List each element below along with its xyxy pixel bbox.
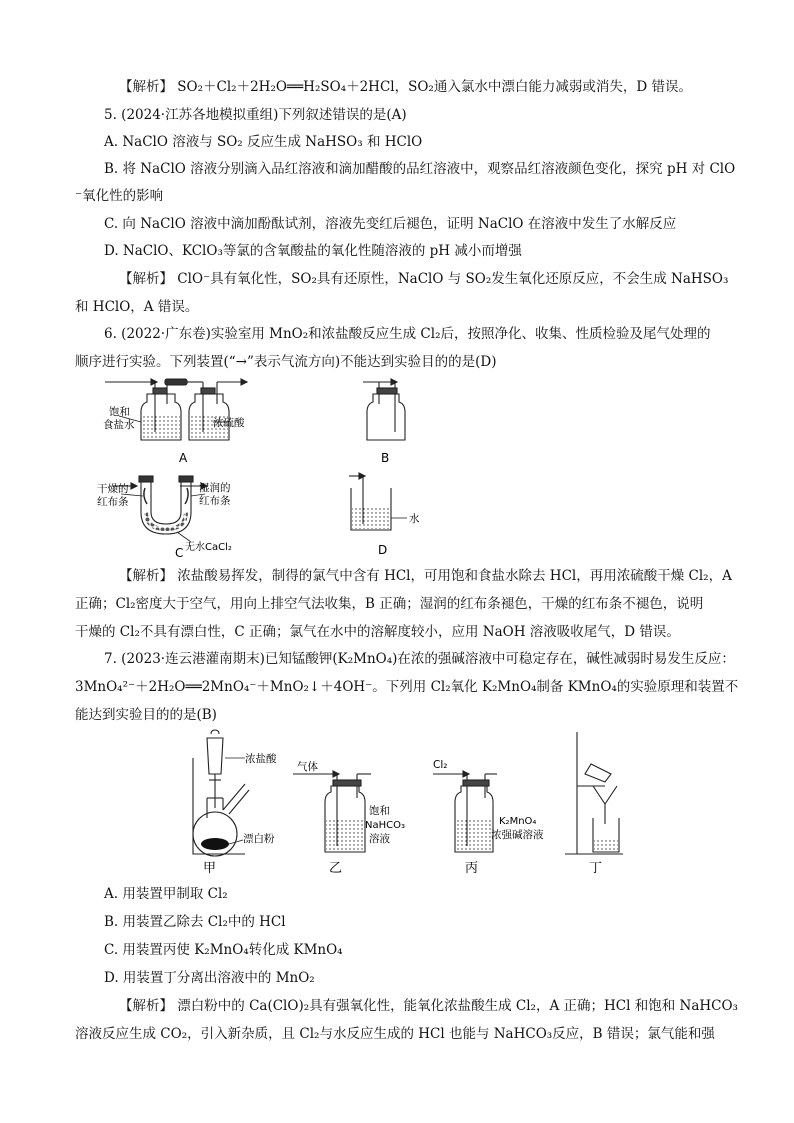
label-yi-r1: 饱和 bbox=[369, 805, 390, 817]
label-yi-r2: NaHCO₃ bbox=[365, 820, 405, 831]
label-bing-r2: 浓强碱溶液 bbox=[491, 829, 544, 841]
figure-q6-apparatus bbox=[95, 372, 475, 560]
text-line: D. 用装置丁分离出溶液中的 MnO₂ bbox=[104, 970, 315, 986]
text-line: 干燥的 Cl₂不具有漂白性，C 正确；氯气在水中的溶解度较小，应用 NaOH 溶液吸收尾气，D 错误。 bbox=[75, 624, 680, 640]
text-line: 【解析】 SO₂＋Cl₂＋2H₂O══H₂SO₄＋2HCl，SO₂通入氯水中漂白能力减弱或消失，D 错误。 bbox=[119, 79, 692, 95]
label-c-bottom: 无水CaCl₂ bbox=[185, 542, 232, 553]
text-line: 顺序进行实验。下列装置(“→”表示气流方向)不能达到实验目的的是(D) bbox=[75, 354, 497, 370]
text-line: 5. (2024·江苏各地模拟重组)下列叙述错误的是(A) bbox=[104, 107, 407, 123]
label-c-left: 干燥的 bbox=[97, 483, 129, 495]
text-line: D. NaClO、KClO₃等氯的含氧酸盐的氧化性随溶液的 pH 减小而增强 bbox=[104, 243, 522, 259]
caption-a: A bbox=[179, 451, 188, 465]
text-line: C. 向 NaClO 溶液中滴加酚酞试剂，溶液先变红后褪色，证明 NaClO 在溶液中发生了水解反应 bbox=[104, 216, 677, 232]
caption-jia: 甲 bbox=[203, 861, 217, 876]
text-line: 【解析】 ClO⁻具有氧化性，SO₂具有还原性，NaClO 与 SO₂发生氧化还原反应，不会生成 NaHSO₃ bbox=[119, 271, 729, 287]
label-yi-gas: 气体 bbox=[297, 761, 318, 773]
caption-c: C bbox=[175, 546, 184, 560]
label-jia-top: 浓盐酸 bbox=[245, 753, 277, 765]
caption-bing: 丙 bbox=[465, 861, 479, 876]
label-bing-r1: K₂MnO₄ bbox=[499, 816, 537, 827]
text-line: 6. (2022·广东卷)实验室用 MnO₂和浓盐酸反应生成 Cl₂后，按照净化、收集、性质检验及尾气处理的 bbox=[104, 326, 711, 342]
caption-d: D bbox=[378, 543, 388, 557]
label-c-left2: 红布条 bbox=[97, 496, 129, 508]
text-line: C. 用装置丙使 K₂MnO₄转化成 KMnO₄ bbox=[104, 942, 343, 958]
label-jia-bottom: 漂白粉 bbox=[243, 833, 275, 845]
caption-ding: 丁 bbox=[589, 861, 603, 876]
label-d-right: 水 bbox=[409, 513, 420, 525]
text-line: 3MnO₄²⁻＋2H₂O══2MnO₄⁻＋MnO₂↓＋4OH⁻。下列用 Cl₂氧化 K₂MnO₄制备 KMnO₄的实验原理和装置不 bbox=[75, 679, 739, 695]
text-line: A. NaClO 溶液与 SO₂ 反应生成 NaHSO₃ 和 HClO bbox=[104, 134, 423, 150]
text-line: B. 将 NaClO 溶液分别滴入品红溶液和滴加醋酸的品红溶液中，观察品红溶液颜色变化，探究 pH 对 ClO bbox=[104, 161, 736, 177]
figure-q7-apparatus bbox=[185, 728, 625, 878]
text-line: 溶液反应生成 CO₂，引入新杂质，且 Cl₂与水反应生成的 HCl 也能与 NaHCO₃反应，B 错误；氯气能和强 bbox=[75, 1026, 715, 1042]
caption-b: B bbox=[381, 451, 390, 465]
text-line: 正确；Cl₂密度大于空气，用向上排空气法收集，B 正确；湿润的红布条褪色，干燥的红布条不褪色，说明 bbox=[75, 596, 704, 612]
text-line: A. 用装置甲制取 Cl₂ bbox=[104, 886, 228, 902]
text-line: 能达到实验目的的是(B) bbox=[75, 707, 217, 723]
text-line: B. 用装置乙除去 Cl₂中的 HCl bbox=[104, 914, 286, 930]
text-line: 7. (2023·连云港灌南期末)已知锰酸钾(K₂MnO₄)在浓的强碱溶液中可稳定存在，碱性减弱时易发生反应： bbox=[104, 651, 735, 667]
label-bing-gas: Cl₂ bbox=[433, 759, 448, 771]
label-c-right2: 红布条 bbox=[199, 495, 231, 507]
label-c-right: 湿润的 bbox=[199, 482, 231, 494]
text-line: 【解析】 浓盐酸易挥发，制得的氯气中含有 HCl，可用饱和食盐水除去 HCl，再用浓硫酸干燥 Cl₂，A bbox=[119, 568, 732, 584]
label-a-left: 饱和 bbox=[109, 406, 130, 418]
label-yi-r3: 溶液 bbox=[369, 833, 390, 845]
label-a-right: 浓硫酸 bbox=[213, 417, 245, 429]
text-line: ⁻氧化性的影响 bbox=[75, 188, 164, 204]
label-a-left2: 食盐水 bbox=[103, 419, 135, 431]
text-line: 【解析】 漂白粉中的 Ca(ClO)₂具有强氧化性，能氧化浓盐酸生成 Cl₂，A 正确；HCl 和饱和 NaHCO₃ bbox=[119, 998, 738, 1014]
caption-yi: 乙 bbox=[329, 861, 343, 876]
text-line: 和 HClO，A 错误。 bbox=[75, 299, 199, 315]
